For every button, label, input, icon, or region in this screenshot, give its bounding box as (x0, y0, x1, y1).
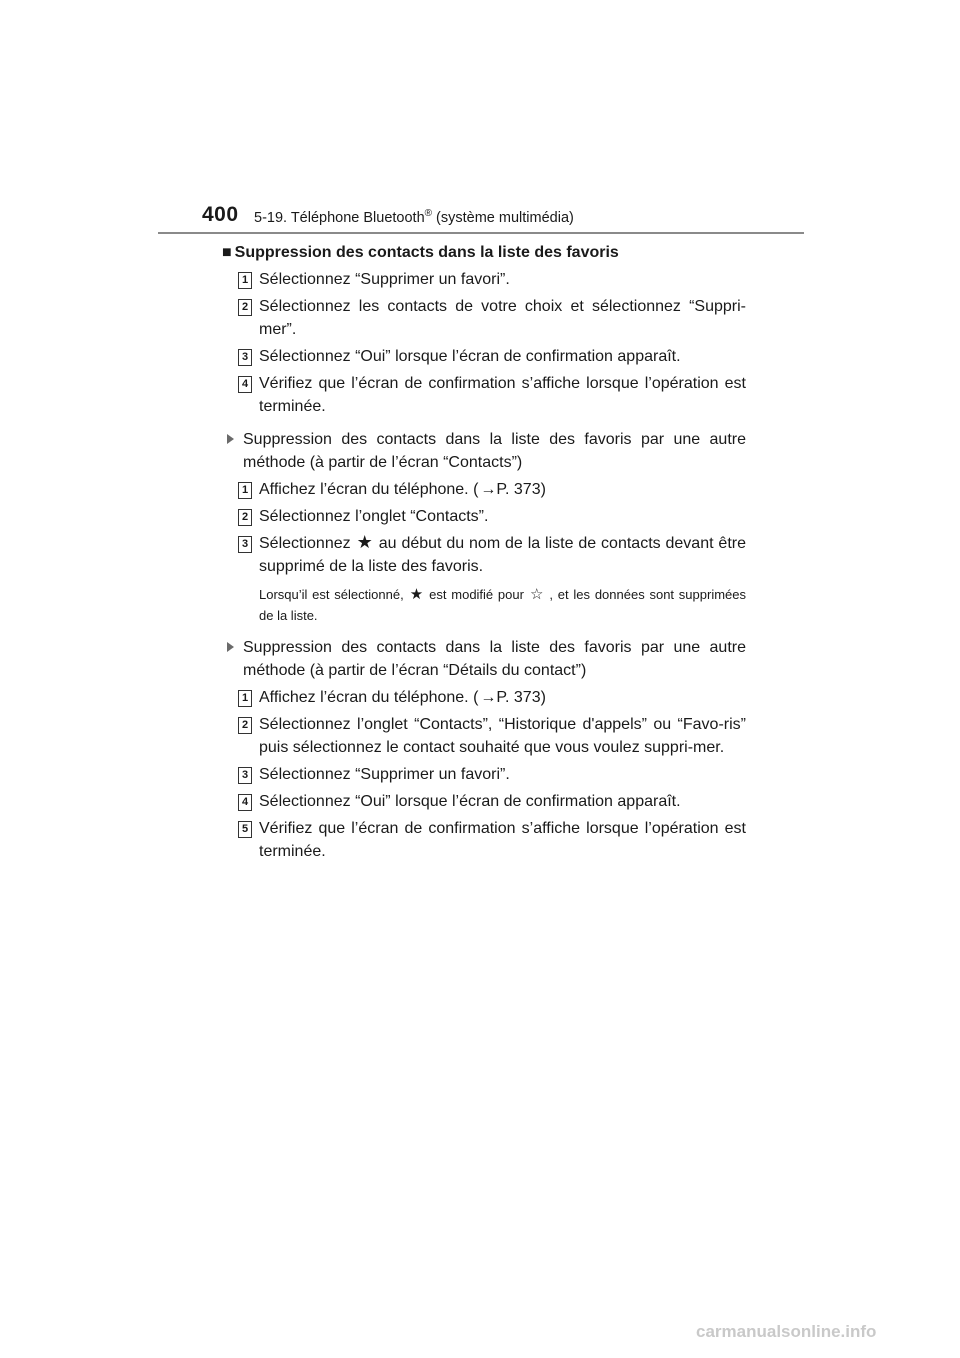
step-text: Sélectionnez “Oui” lorsque l’écran de confirmation apparaît. (259, 348, 681, 365)
step (222, 268, 746, 291)
step-number-badge: 1 (238, 690, 252, 707)
step-text: Sélectionnez l’onglet “Contacts”. (259, 508, 489, 525)
outline-star-icon: ☆ (529, 586, 544, 603)
step-text: Sélectionnez “Oui” lorsque l’écran de confirmation apparaît. (259, 793, 681, 810)
step-number-badge: 4 (238, 376, 252, 393)
step-text: Sélectionnez “Supprimer un favori”. (259, 766, 510, 783)
subsection-title: Suppression des contacts dans la liste des favoris par une autre méthode (à partir de l’écran “Détails du contact”) (222, 636, 746, 682)
step (222, 817, 746, 863)
note-text: Lorsqu’il est sélectionné, ★ est modifié pour ☆ , et les données sont supprimées de la liste. (259, 586, 747, 623)
chapter-title: 5-19. Téléphone Bluetooth® (système multimédia) (254, 208, 574, 226)
step-number-badge: 1 (238, 482, 252, 499)
subsection-title: Suppression des contacts dans la liste des favoris par une autre méthode (à partir de l’écran “Contacts”) (222, 428, 746, 474)
filled-star-icon: ★ (409, 586, 424, 603)
step-text: Sélectionnez “Supprimer un favori”. (259, 271, 510, 288)
filled-star-icon: ★ (356, 532, 373, 552)
page-reference-arrow-icon: → (480, 689, 497, 706)
step-number-badge: 4 (238, 794, 252, 811)
step-text: Vérifiez que l’écran de confirmation s’affiche lorsque l’opération est terminée. (259, 820, 746, 860)
watermark: carmanualsonline.info (696, 1322, 877, 1341)
section-title: ■ Suppression des contacts dans la liste des favoris (222, 244, 619, 261)
step (222, 372, 746, 418)
step-number-badge: 5 (238, 821, 252, 838)
header-divider (158, 232, 804, 234)
step-number-badge: 2 (238, 509, 252, 526)
square-bullet-icon: ■ (222, 244, 232, 261)
step-text: Sélectionnez les contacts de votre choix et sélectionnez “Suppri-mer”. (259, 298, 746, 338)
step (222, 505, 746, 528)
page-number: 400 (202, 203, 239, 226)
step: 3 Sélectionnez ★ au début du nom de la liste de contacts devant être supprimé de la liste des favoris. (222, 532, 746, 578)
page-reference-arrow-icon: → (480, 481, 497, 498)
triangle-bullet-icon (227, 434, 234, 444)
step-number-badge: 3 (238, 536, 252, 553)
registered-mark: ® (424, 208, 433, 219)
step-text: Vérifiez que l’écran de confirmation s’affiche lorsque l’opération est terminée. (259, 375, 746, 415)
triangle-bullet-icon (227, 642, 234, 652)
step-text: Sélectionnez l’onglet “Contacts”, “Historique d'appels” ou “Favo-ris” puis sélectionnez le contact souhaité que vous voulez suppri-mer. (259, 716, 746, 756)
step: 1 Affichez l’écran du téléphone. ( →P. 373) (222, 478, 746, 501)
step-number-badge: 3 (238, 349, 252, 366)
step-number-badge: 1 (238, 272, 252, 289)
step (222, 763, 746, 786)
step (222, 790, 746, 813)
page-content (222, 241, 746, 867)
step-number-badge: 2 (238, 717, 252, 734)
step (222, 345, 746, 368)
step-number-badge: 2 (238, 299, 252, 316)
step: 1 Affichez l’écran du téléphone. ( →P. 373) (222, 686, 746, 709)
step-number-badge: 3 (238, 767, 252, 784)
step (222, 713, 746, 759)
step (222, 295, 746, 341)
